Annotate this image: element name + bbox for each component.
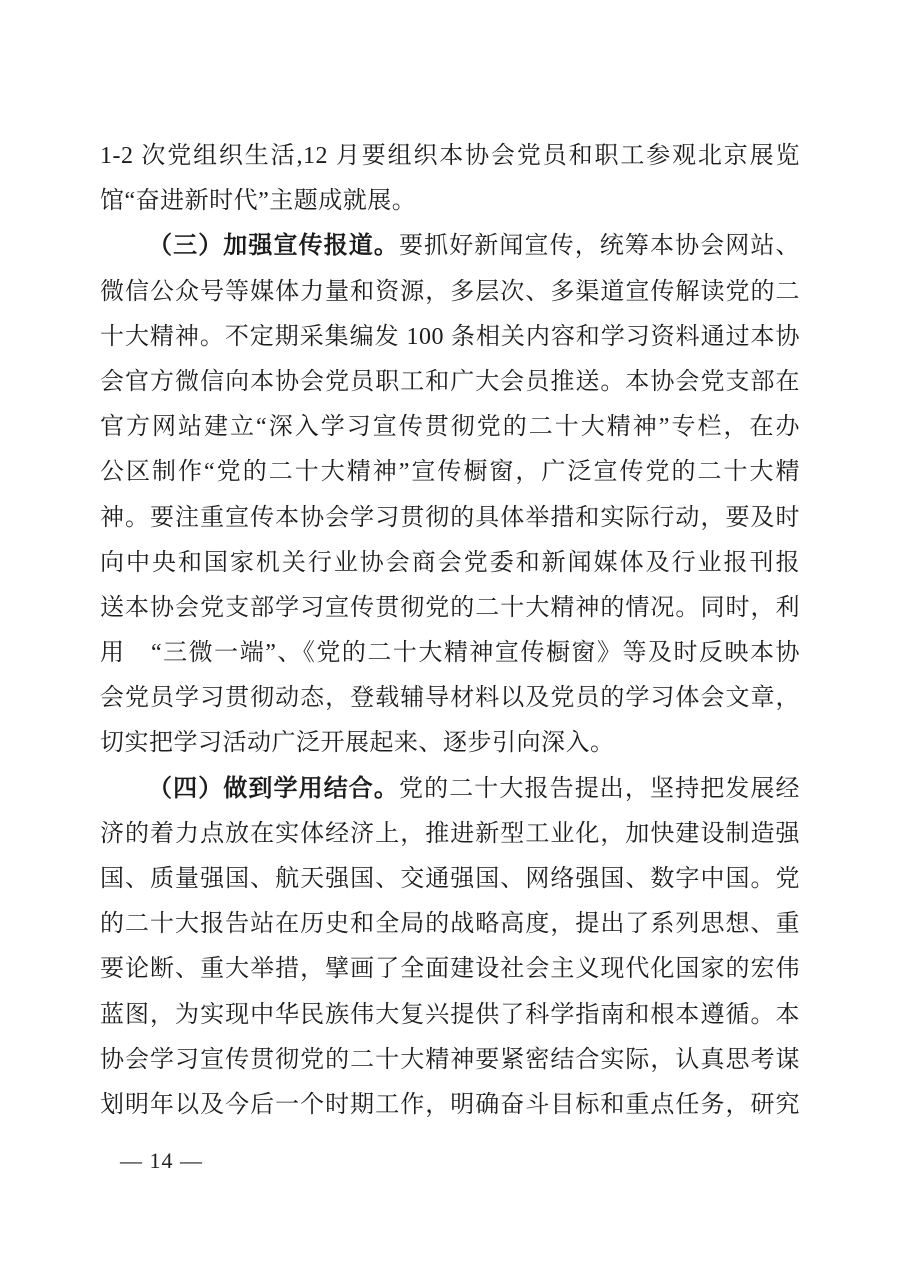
body-text: 济的着力点放在实体经济上，推进新型工业化，加快建设制造强 xyxy=(100,820,800,847)
body-text: 馆“奋进新时代”主题成就展。 xyxy=(100,188,417,215)
text-line xyxy=(100,812,800,857)
text-line xyxy=(100,721,800,766)
text-line xyxy=(100,993,800,1038)
body-text: 用 “三微一端”、《党的二十大精神宣传橱窗》等及时反映本协 xyxy=(100,640,800,667)
text-line xyxy=(100,947,800,992)
text-line xyxy=(100,631,800,676)
body-text: 要论断、重大举措，擘画了全面建设社会主义现代化国家的宏伟 xyxy=(100,956,800,983)
body-text: 会党员学习贯彻动态，登载辅导材料以及党员的学习体会文章， xyxy=(100,685,800,712)
body-text: 神。要注重宣传本协会学习贯彻的具体举措和实际行动，要及时 xyxy=(100,504,800,531)
text-line xyxy=(100,450,800,495)
text-line xyxy=(100,360,800,405)
body-text: 公区制作“党的二十大精神”宣传橱窗，广泛宣传党的二十大精 xyxy=(100,459,800,486)
text-line xyxy=(100,405,800,450)
section-heading: （三）加强宣传报道。 xyxy=(148,233,399,260)
text-line xyxy=(100,134,800,179)
text-block xyxy=(100,134,800,1128)
page-number: — 14 — xyxy=(120,1148,203,1173)
body-text: 党的二十大报告提出，坚持把发展经 xyxy=(399,775,800,802)
body-text: 要抓好新闻宣传，统筹本协会网站、 xyxy=(399,233,800,260)
body-text: 国、质量强国、航天强国、交通强国、网络强国、数字中国。党 xyxy=(100,866,800,892)
body-text: 的二十大报告站在历史和全局的战略高度，提出了系列思想、重 xyxy=(100,911,800,938)
body-text: 会官方微信向本协会党员职工和广大会员推送。本协会党支部在 xyxy=(100,368,800,395)
text-line xyxy=(100,1038,800,1083)
text-line xyxy=(100,224,800,269)
body-text: 微信公众号等媒体力量和资源，多层次、多渠道宣传解读党的二 xyxy=(100,278,800,305)
text-line xyxy=(100,541,800,586)
text-line xyxy=(100,902,800,947)
body-text: 官方网站建立“深入学习宣传贯彻党的二十大精神”专栏，在办 xyxy=(100,414,800,441)
text-line xyxy=(100,1083,800,1128)
body-text: 协会学习宣传贯彻党的二十大精神要紧密结合实际，认真思考谋 xyxy=(100,1046,800,1073)
text-line xyxy=(100,767,800,812)
text-line xyxy=(100,496,800,541)
body-text: 向中央和国家机关行业协会商会党委和新闻媒体及行业报刊报 xyxy=(100,549,800,576)
body-text: 送本协会党支部学习宣传贯彻党的二十大精神的情况。同时，利 xyxy=(100,594,800,621)
text-line xyxy=(100,315,800,360)
text-line xyxy=(100,857,800,902)
body-text: 1-2 次党组织生活,12 月要组织本协会党员和职工参观北京展览 xyxy=(100,143,800,169)
text-line xyxy=(100,270,800,315)
text-line xyxy=(100,179,800,224)
body-text: 切实把学习活动广泛开展起来、逐步引向深入。 xyxy=(100,730,615,757)
text-line xyxy=(100,676,800,721)
section-heading: （四）做到学用结合。 xyxy=(148,775,399,802)
body-text: 划明年以及今后一个时期工作，明确奋斗目标和重点任务，研究 xyxy=(100,1091,800,1118)
text-line xyxy=(100,586,800,631)
body-text: 蓝图，为实现中华民族伟大复兴提供了科学指南和根本遵循。本 xyxy=(100,1001,800,1028)
body-text: 十大精神。不定期采集编发 100 条相关内容和学习资料通过本协 xyxy=(100,323,800,350)
